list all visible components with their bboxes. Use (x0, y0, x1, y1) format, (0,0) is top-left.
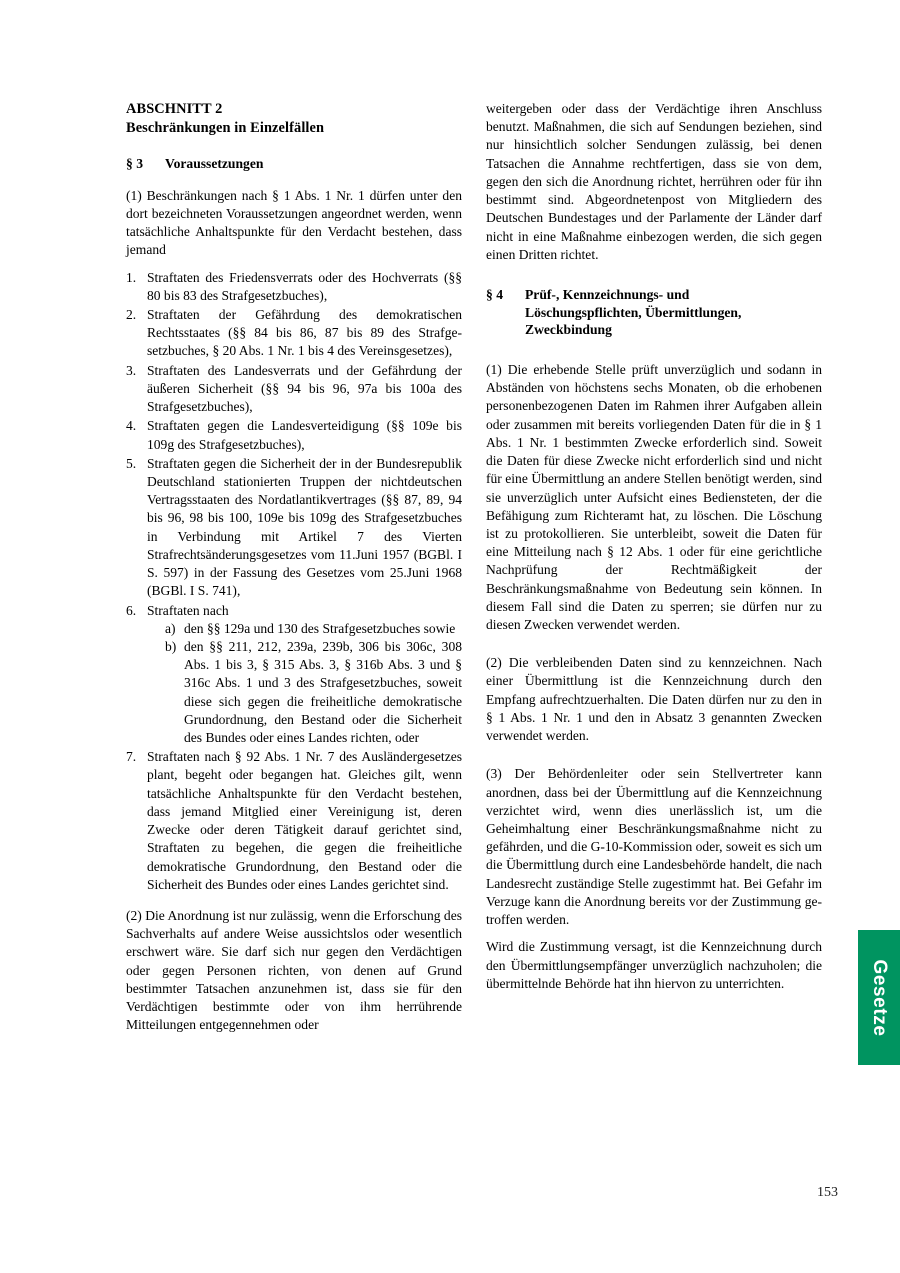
list-item (126, 362, 462, 417)
list-item-text: Straftaten der Gefährdung des demokratischen Rechtsstaates (§§ 84 bis 86, 87 bis 89 des Strafgesetzbuches, § 20 Abs. 1 Nr. 1 bis 4 des Vereinsgesetzes), (147, 307, 462, 359)
thumb-index-tab (858, 930, 900, 1065)
list-item (126, 417, 462, 453)
thumb-index-label: Gesetze (869, 958, 890, 1037)
list-marker: 4. (126, 418, 137, 434)
list-item (126, 748, 462, 894)
paragraph-3-absatz-2: (2) Die Anordnung ist nur zulässig, wenn die Erforschung des Sachverhalts auf andere Weise aussichtslos oder wesentlich erschwert wäre. Sie darf sich nur gegen den Verdächtigen oder gegen Personen richten, von denen auf Grund bestimmter Tatsachen anzunehmen ist, dass sie für den Verdächtigen bestimmte oder von ihm herrührende Mitteilungen entgegennehmen oder (126, 908, 462, 1033)
paragraph-number-4: § 4 (486, 286, 503, 302)
page-number: 153 (817, 1185, 838, 1200)
list-item (126, 602, 462, 748)
sublist-item-text: den §§ 129a und 130 des Strafgesetzbuches sowie (184, 620, 456, 636)
paragraph-title-4-line-3: Zweckbindung (525, 322, 612, 338)
paragraph-title-4 (525, 286, 822, 339)
list-item (126, 306, 462, 361)
section-heading-line-2: Beschränkungen in Einzelfällen (126, 120, 325, 137)
list-marker: 1. (126, 269, 137, 285)
list-item-text-wrapper (147, 602, 462, 748)
paragraph-4-absatz-3: (3) Der Behördenleiter oder sein Stellvertreter kann anordnen, dass bei der Übermittlung auf die Kennzeichnung verzichtet wird, wenn dies unerlässlich ist, um die Geheimhaltung einer Beschränkungsmaßnahme nicht zu gefährden, und die G-10-Kommission oder, soweit es sich um die Übermittlung durch eine Landesbehörde handelt, die nach Landesrecht zuständige Stelle zugestimmt hat. Bei Gefahr im Verzuge kann die Anordnung bereits vor der Zustimmung getroffen werden. (486, 766, 822, 928)
sublist-item (165, 638, 462, 747)
list-item-text: Straftaten gegen die Landesverteidigung (§§ 109e bis 109g des Strafgesetzbuches), (147, 418, 462, 452)
list-item-text: Straftaten gegen die Sicherheit der in der Bundesrepublik Deutschland stationierten Truppen der nichtdeutschen Vertragsstaaten des Nordatlantikvertrages (§§ 87, 89, 94 bis 96, 98 bis 100, 109e bis 109g des Strafgesetzbuches in Verbindung mit Artikel 7 des Vierten Strafrechtsänderungsgesetzes vom 11.Juni 1957 (BGBl. I S. 597) in der Fassung des Gesetzes vom 25.Juni 1968 (BGBl. I S. 741), (147, 455, 462, 599)
list-marker: 6. (126, 602, 137, 618)
sublist-marker: b) (165, 638, 177, 654)
paragraph-3-absatz-2-continuation: weitergeben oder dass der Verdächtige ihren Anschluss benutzt. Maßnahmen, die sich auf Sendungen beziehen, sind nur hinsichtlich solcher Sendungen zulässig, bei denen Tatsachen die Annahme rechtfertigen, dass sie von dem, gegen den sich die Anordnung richtet, herrühren oder für ihn bestimmt sind. Abgeordnetenpost von Mitgliedern des Deutschen Bundestages und der Parlamente der Länder darf nicht in eine Maßnahme einbezogen werden, die sich gegen einen Dritten richtet. (486, 101, 822, 262)
list-item-text: Straftaten des Friedensverrats oder des Hochverrats (§§ 80 bis 83 des Strafgesetzbuches), (147, 269, 462, 303)
paragraph-title-4-line-1: Prüf-, Kennzeichnungs- und (525, 286, 690, 302)
paragraph-title-4-line-2: Löschungspflichten, Übermittlungen, (525, 304, 742, 320)
list-item (126, 455, 462, 601)
paragraph-heading-3 (126, 155, 462, 173)
paragraph-4-absatz-3-continuation: Wird die Zustimmung versagt, ist die Kennzeichnung durch den Übermittlungsempfänger unverzüglich nachzuholen; die übermittelnde Behörde hat ihn hiervon zu unterrichten. (486, 939, 822, 991)
offence-list (126, 269, 462, 894)
list-marker: 5. (126, 455, 137, 471)
sublist-item (165, 620, 462, 638)
list-item-text: Straftaten nach § 92 Abs. 1 Nr. 7 des Ausländergesetzes plant, begeht oder begangen hat. Gleiches gilt, wenn tatsächliche Anhaltspunkte für den Verdacht bestehen, dass jemand Mitglied einer Vereinigung ist, deren Zwecke oder deren Tätigkeit darauf gerichtet sind, Straftaten zu begehen, die gegen die freiheitliche demokratische Grundordnung, den Bestand oder die Sicherheit des Bundes oder eines Landes gerichtet sind. (147, 749, 462, 892)
left-text-column (126, 100, 462, 1035)
paragraph-number-3: § 3 (126, 156, 143, 172)
offence-sublist (147, 620, 462, 748)
paragraph-title-3: Voraussetzungen (165, 156, 264, 172)
section-heading (126, 100, 462, 138)
list-item-text: Straftaten des Landesverrats und der Gefährdung der äußeren Sicherheit (§§ 94 bis 96, 97a bis 100a des Strafgesetzbuches), (147, 362, 462, 415)
section-heading-line-1: ABSCHNITT 2 (126, 101, 223, 117)
list-marker: 3. (126, 362, 137, 378)
paragraph-4-absatz-2: (2) Die verbleibenden Daten sind zu kennzeichnen. Nach einer Übermittlung ist die Kennzeichnung durch den Empfang aufrechtzuerhalten. Die Daten dürfen nur zu den in § 1 Abs. 1 Nr. 1 und den in Absatz 3 genannten Zwecken verwendet werden. (486, 655, 822, 744)
right-text-column (486, 100, 822, 993)
list-item (126, 269, 462, 305)
sublist-item-text: den §§ 211, 212, 239a, 239b, 306 bis 306c, 308 Abs. 1 bis 3, § 315 Abs. 3, § 316b Abs. 3 und § 316c Abs. 1 und 3 des Strafgesetzbuches, soweit diese sich gegen die freiheitliche demokratische Grundordnung, den Bestand oder die Sicherheit des Bundes oder eines Landes richten, oder (184, 638, 462, 746)
list-item-text: Straftaten nach (147, 602, 229, 618)
sublist-marker: a) (165, 620, 176, 636)
list-marker: 7. (126, 749, 137, 765)
paragraph-heading-4 (486, 286, 822, 339)
paragraph-3-intro: (1) Beschränkungen nach § 1 Abs. 1 Nr. 1 dürfen unter den dort bezeichneten Voraussetzungen angeordnet werden, wenn tatsächliche Anhaltspunkte für den Verdacht bestehen, dass jemand (126, 187, 462, 258)
list-marker: 2. (126, 307, 137, 323)
paragraph-4-absatz-1: (1) Die erhebende Stelle prüft unverzüglich und sodann in Abständen von höchstens sechs Monaten, ob die erhobenen personenbezogenen Daten im Rahmen ihrer Aufgaben allein oder zusammen mit bereits vorliegenden Daten für die in § 1 Abs. 1 Nr. 1 bestimmten Zwecke erforderlich sind. Soweit die Daten für diese Zwecke nicht erforderlich sind und nicht für eine Übermittlung an andere Stellen benötigt werden, sind sie unverzüglich unter Aufsicht eines Bediensteten, der die Befähigung zum Richteramt hat, zu löschen. Die Löschung ist zu protokollieren. Sie unterbleibt, soweit die Daten für eine Mitteilung nach § 12 Abs. 1 oder für eine gerichtliche Nachprüfung der Rechtmäßigkeit der Beschränkungsmaßnahme von Bedeutung sein können. In diesem Fall sind die Daten zu sperren; sie dürfen nur zu diesen Zwecken verwendet werden. (486, 361, 822, 633)
